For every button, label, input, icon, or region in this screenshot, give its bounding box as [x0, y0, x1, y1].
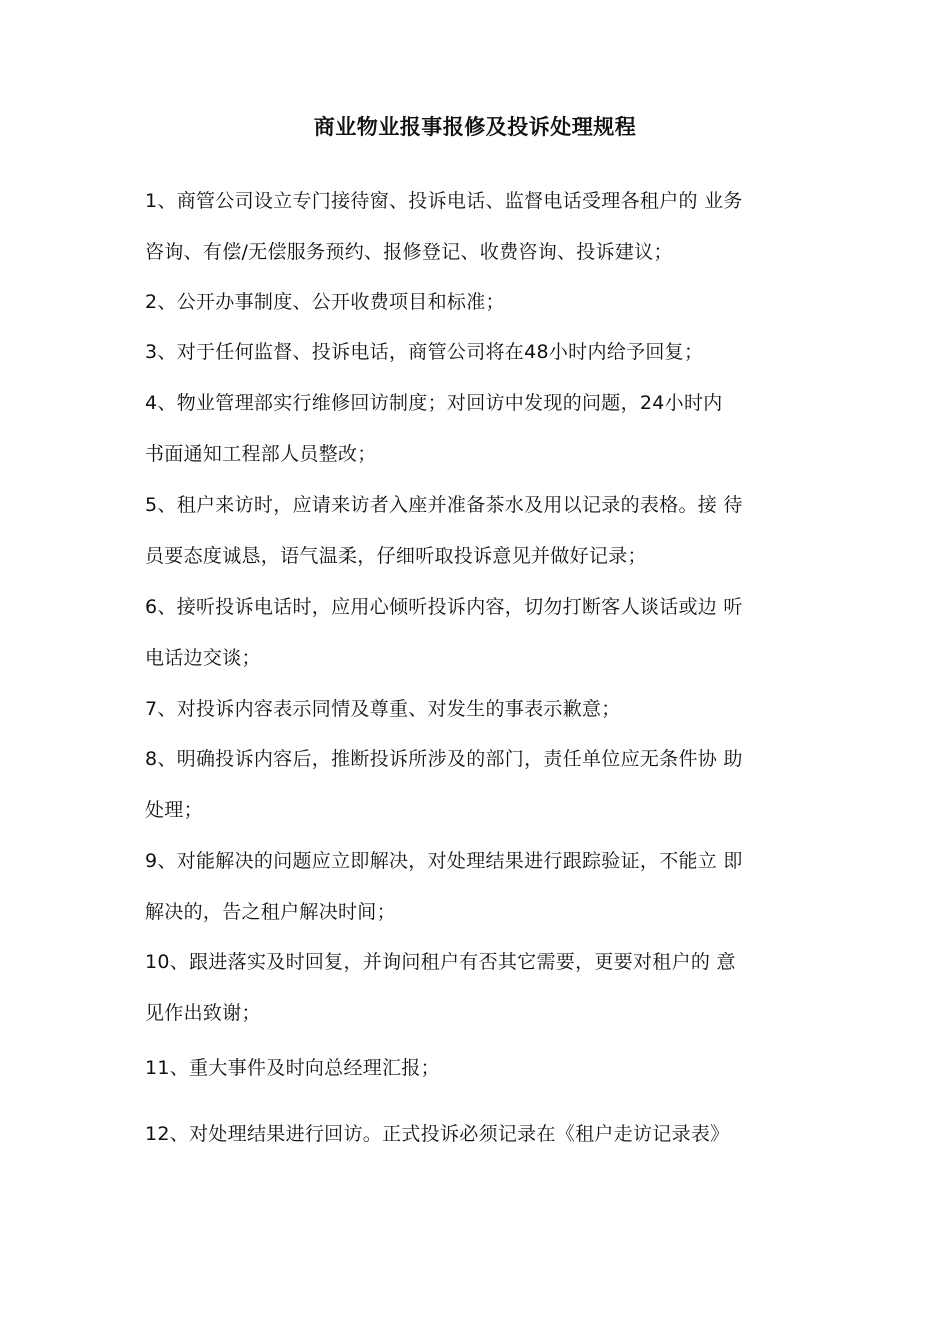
- text-line: 电话边交谈；: [145, 647, 261, 669]
- text-line: 5、租户来访时，应请来访者入座并准备茶水及用以记录的表格。接 待: [145, 494, 743, 516]
- text-line: 见作出致谢；: [145, 1002, 261, 1024]
- text-line: 书面通知工程部人员整改；: [145, 443, 377, 465]
- text-line: 解决的，告之租户解决时间；: [145, 901, 396, 923]
- text-line: 2、公开办事制度、公开收费项目和标准；: [145, 291, 505, 313]
- page-title: 商业物业报事报修及投诉处理规程: [313, 115, 637, 139]
- text-line: 员要态度诚恳，语气温柔，仔细听取投诉意见并做好记录；: [145, 545, 647, 567]
- text-line: 7、对投诉内容表示同情及尊重、对发生的事表示歉意；: [145, 698, 621, 720]
- text-line: 4、物业管理部实行维修回访制度；对回访中发现的问题，24小时内: [145, 392, 723, 414]
- text-line: 11、重大事件及时向总经理汇报；: [145, 1057, 440, 1079]
- text-line: 10、跟进落实及时回复，并询问租户有否其它需要，更要对租户的 意: [145, 951, 736, 973]
- text-line: 8、明确投诉内容后，推断投诉所涉及的部门，责任单位应无条件协 助: [145, 748, 743, 770]
- text-line: 处理；: [145, 799, 203, 821]
- text-line: 6、接听投诉电话时，应用心倾听投诉内容，切勿打断客人谈话或边 听: [145, 596, 743, 618]
- text-line: 9、对能解决的问题应立即解决，对处理结果进行跟踪验证，不能立 即: [145, 850, 743, 872]
- text-line: 3、对于任何监督、投诉电话，商管公司将在48小时内给予回复；: [145, 341, 704, 363]
- text-line: 咨询、有偿/无偿服务预约、报修登记、收费咨询、投诉建议；: [145, 241, 673, 263]
- text-line: 1、商管公司设立专门接待窗、投诉电话、监督电话受理各租户的 业务: [145, 190, 743, 212]
- text-line: 12、对处理结果进行回访。正式投诉必须记录在《租户走访记录表》: [145, 1123, 730, 1145]
